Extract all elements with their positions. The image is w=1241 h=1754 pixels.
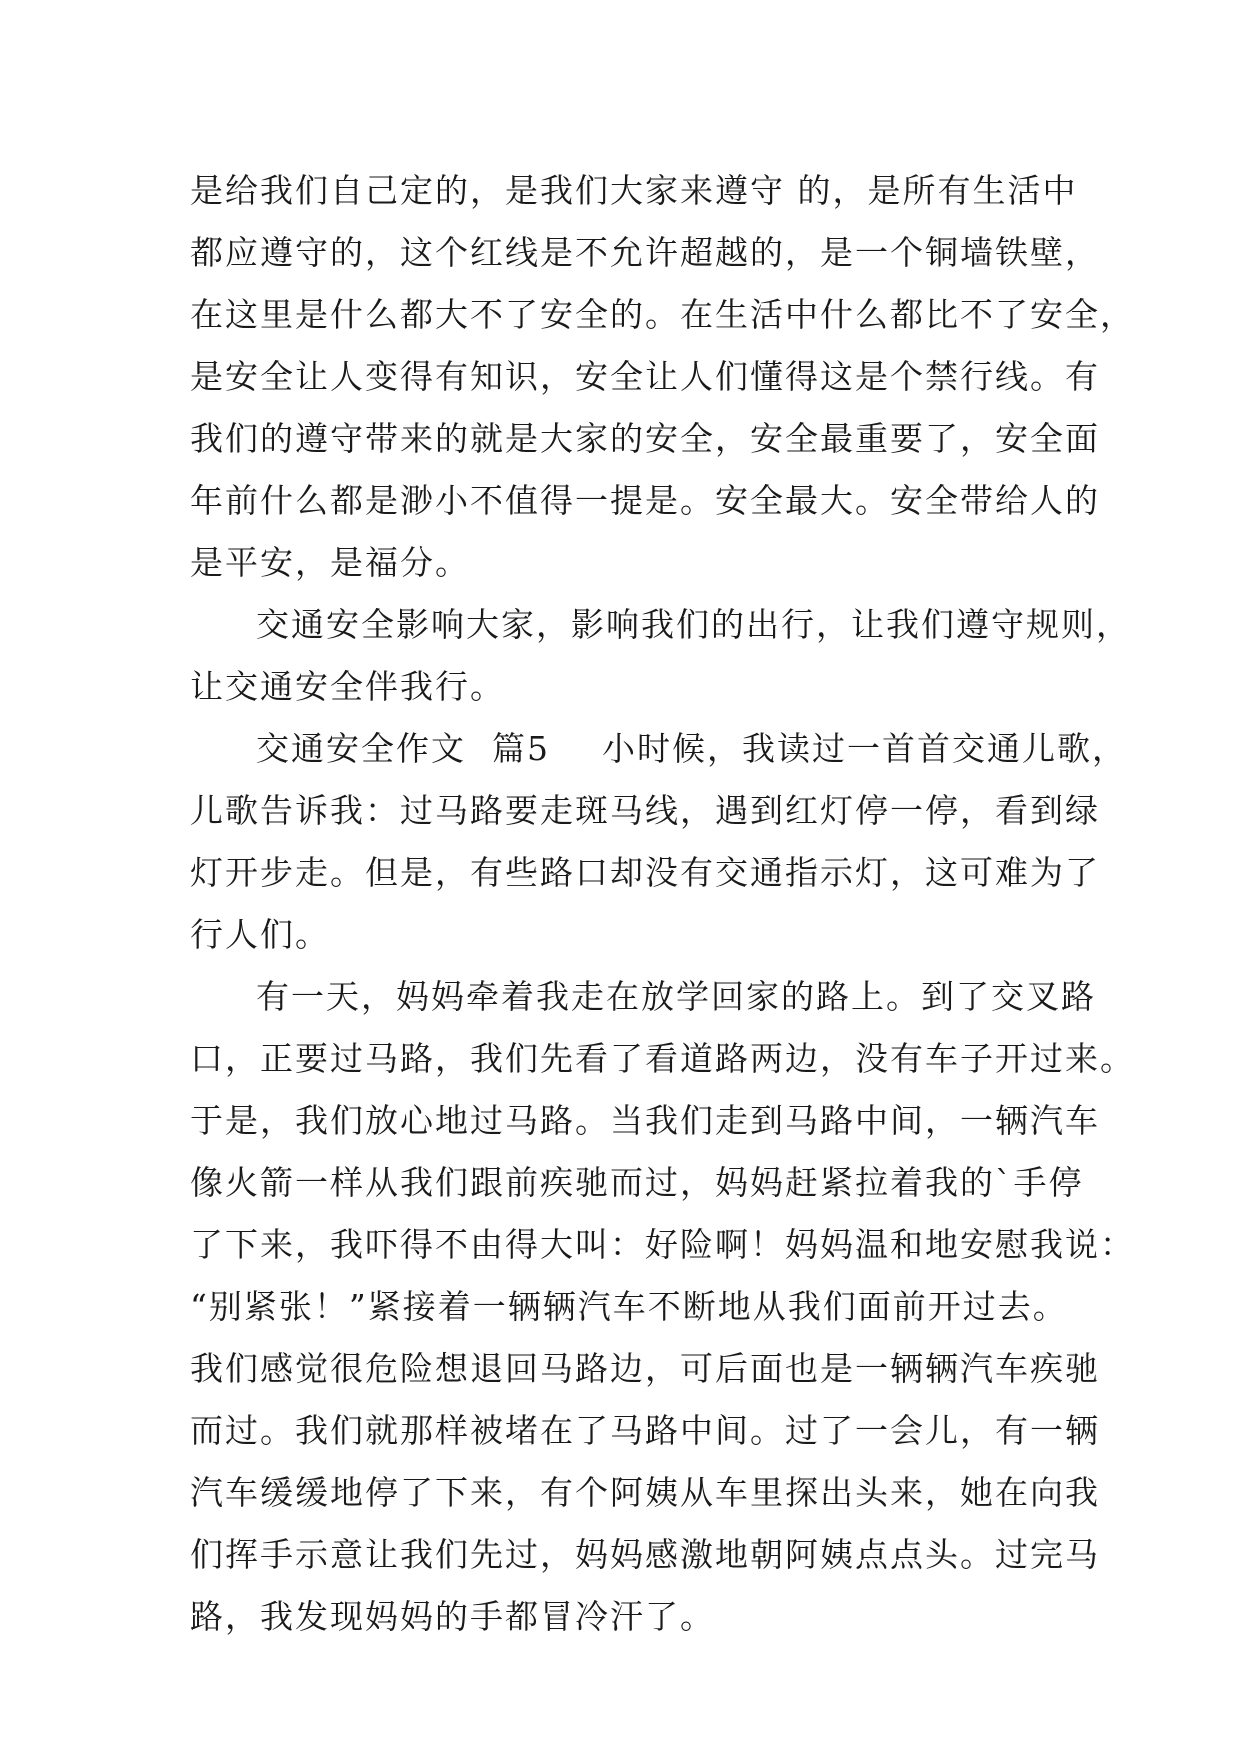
text-line: 小时候，我读过一首首交通儿歌， [602, 729, 1127, 768]
text-line: 我们感觉很危险想退回马路边，可后面也是一辆辆汽车疾驰 [190, 1349, 1100, 1388]
text-line: 在这里是什么都大不了安全的。在生活中什么都比不了安全， [190, 295, 1135, 334]
text-line: 于是，我们放心地过马路。当我们走到马路中间，一辆汽车 [190, 1101, 1100, 1140]
section-heading-line [190, 718, 1127, 780]
text-line: 行人们。 [190, 915, 330, 954]
text-line: 是安全让人变得有知识，安全让人们懂得这是个禁行线。有 [190, 357, 1100, 396]
text-line: 都应遵守的，这个红线是不允许超越的，是一个铜墙铁壁， [190, 233, 1100, 272]
section-number: 篇5 [492, 729, 550, 768]
text-line: 汽车缓缓地停了下来，有个阿姨从车里探出头来，她在向我 [190, 1473, 1100, 1512]
text-line: 灯开步走。但是，有些路口却没有交通指示灯，这可难为了 [190, 853, 1100, 892]
text-line: 路，我发现妈妈的手都冒冷汗了。 [190, 1597, 715, 1636]
text-line: 有一天，妈妈牵着我走在放学回家的路上。到了交叉路 [256, 977, 1096, 1016]
text-line: 是给我们自己定的，是我们大家来遵守 的，是所有生活中 [190, 171, 1078, 210]
text-line: 像火箭一样从我们跟前疾驰而过，妈妈赶紧拉着我的`手停 [190, 1163, 1084, 1202]
text-line: 我们的遵守带来的就是大家的安全，安全最重要了，安全面 [190, 419, 1100, 458]
text-line: 年前什么都是渺小不值得一提是。安全最大。安全带给人的 [190, 481, 1100, 520]
body-text [190, 160, 1135, 1648]
text-line: 而过。我们就那样被堵在了马路中间。过了一会儿，有一辆 [190, 1411, 1100, 1450]
text-line: 们挥手示意让我们先过，妈妈感激地朝阿姨点点头。过完马 [190, 1535, 1100, 1574]
text-line: 口，正要过马路，我们先看了看道路两边，没有车子开过来。 [190, 1039, 1135, 1078]
text-line: 了下来，我吓得不由得大叫：好险啊！妈妈温和地安慰我说： [190, 1225, 1135, 1264]
text-line: 让交通安全伴我行。 [190, 667, 505, 706]
text-line: 儿歌告诉我：过马路要走斑马线，遇到红灯停一停，看到绿 [190, 791, 1100, 830]
text-line: “别紧张！”紧接着一辆辆汽车不断地从我们面前开过去。 [190, 1287, 1068, 1326]
text-line: 是平安，是福分。 [190, 543, 470, 582]
section-heading: 交通安全作文 [256, 729, 466, 768]
text-line: 交通安全影响大家，影响我们的出行，让我们遵守规则， [256, 605, 1131, 644]
